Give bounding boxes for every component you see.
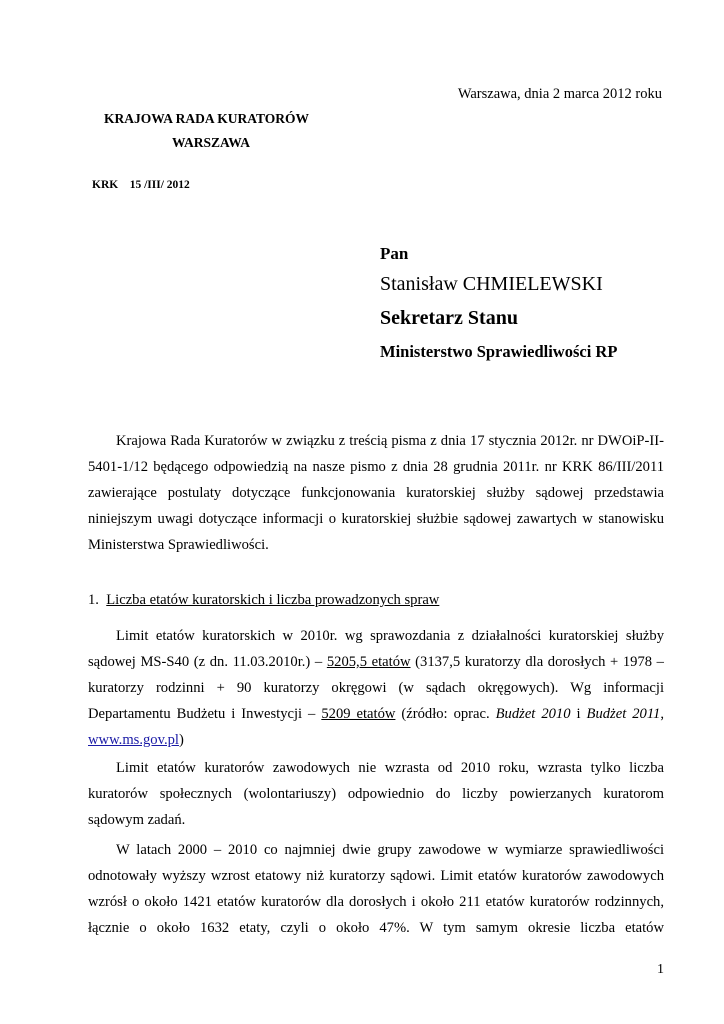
addressee-name: Stanisław CHMIELEWSKI <box>380 273 603 295</box>
text-line: odnotowały wyższy wzrost etatowy niż kuratorzy sądowi. Limit etatów kuratorów zawodowych <box>88 868 664 884</box>
addressee-position: Sekretarz Stanu <box>380 307 518 329</box>
text-line: zawierające postulaty dotyczące funkcjonowania kuratorskiej służby sądowej przedstawia <box>88 485 664 501</box>
budget-2010-italic: Budżet 2010 <box>495 706 571 722</box>
budget-2011-italic: Budżet 2011 <box>586 706 661 722</box>
text-line <box>88 727 664 753</box>
volunteers-paragraph <box>88 755 664 833</box>
addressee-salutation: Pan <box>380 244 409 263</box>
text-line: łącznie o około 1632 etaty, czyli o około 47%. W tym samym okresie liczba etatów <box>88 920 664 936</box>
reference-number: KRK 15 /III/ 2012 <box>92 179 190 191</box>
text-line: niniejszym uwagi dotyczące informacji o kuratorskiej służbie sądowej zawartych w stanowisku <box>88 511 664 527</box>
letter-date: Warszawa, dnia 2 marca 2012 roku <box>457 86 662 102</box>
page-number: 1 <box>657 962 664 977</box>
text-line: kuratorów społecznych (wolontariuszy) odpowiednio do liczby powierzanych kuratorom <box>88 786 664 802</box>
text-segment: ) <box>178 732 184 748</box>
text-line: Limit etatów kuratorskich w 2010r. wg sprawozdania z działalności kuratorskiej służby <box>116 628 664 644</box>
staffing-paragraph <box>88 623 664 753</box>
text-segment: (źródło: oprac. <box>395 706 496 722</box>
text-line: W latach 2000 – 2010 co najmniej dwie grupy zawodowe w wymiarze sprawiedliwości <box>116 842 664 858</box>
ms-website-link[interactable]: www.ms.gov.pl <box>88 732 179 748</box>
section-heading <box>88 592 439 609</box>
text-line: kuratorzy rodzinni + 90 kuratorzy okręgowi (w sądach okręgowych). Wg informacji <box>88 680 664 696</box>
etaty-count-underlined: 5209 etatów <box>321 706 396 722</box>
section-title: Liczba etatów kuratorskich i liczba prowadzonych spraw <box>106 592 440 608</box>
text-line: Ministerstwa Sprawiedliwości. <box>88 537 269 553</box>
sender-city: WARSZAWA <box>172 135 251 150</box>
text-line: 5401-1/12 będącego odpowiedzią na nasze pismo z dnia 28 grudnia 2011r. nr KRK 86/III/2011 <box>88 459 664 475</box>
text-line <box>88 649 664 675</box>
text-line: Krajowa Rada Kuratorów w związku z treścią pisma z dnia 17 stycznia 2012r. nr DWOiP-II- <box>116 433 664 449</box>
text-line <box>88 701 664 727</box>
text-line: sądowym zadań. <box>88 812 186 828</box>
text-segment: sądowej MS-S40 (z dn. 11.03.2010r.) – <box>88 654 327 670</box>
text-line: wzrósł o około 1421 etatów kuratorów dla dorosłych i około 211 etatów kuratorów rodzinnych, <box>88 894 664 910</box>
addressee-institution: Ministerstwo Sprawiedliwości RP <box>380 342 618 361</box>
text-line: Limit etatów kuratorów zawodowych nie wzrasta od 2010 roku, wzrasta tylko liczba <box>116 760 664 776</box>
section-number: 1. <box>88 592 99 608</box>
text-segment: (3137,5 kuratorzy dla dorosłych + 1978 – <box>410 654 664 670</box>
intro-paragraph <box>88 428 664 558</box>
text-segment: Departamentu Budżetu i Inwestycji – <box>88 706 322 722</box>
text-segment: i <box>570 706 587 722</box>
text-segment: , <box>660 706 664 722</box>
etaty-count-underlined: 5205,5 etatów <box>326 654 411 670</box>
growth-paragraph <box>88 837 664 941</box>
sender-organization: KRAJOWA RADA KURATORÓW <box>104 111 310 126</box>
